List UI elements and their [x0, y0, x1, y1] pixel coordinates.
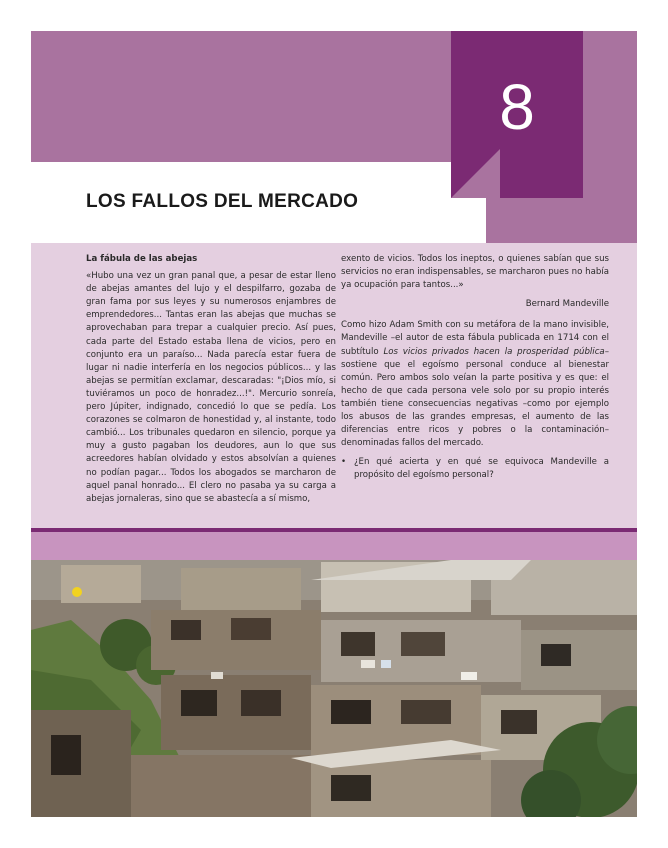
photo-band — [31, 532, 637, 560]
question-text: ¿En qué acierta y en qué se equivoca Mandeville a propósito del egoísmo personal? — [354, 457, 609, 481]
fable-heading: La fábula de las abejas — [86, 254, 198, 264]
slum-photo-illustration — [31, 560, 637, 817]
bullet-icon: • — [341, 457, 347, 468]
question-item — [341, 456, 609, 482]
slum-photo — [31, 560, 637, 817]
commentary-part2: – sostiene que el egoísmo personal conduce al bienestar común. Pero ambos solo veían la parte positiva y es que: el hecho de que cada persona vele solo por su propio interés también tiene consecuencias negativas –como por ejemplo los abusos de las grandes empresas, el aumento de las diferencias entre ricos y pobres o la contaminación– denominadas fallos del mercado. — [341, 346, 609, 449]
commentary-part1: Como hizo Adam Smith con su metáfora de la mano invisible, Mandeville –el autor de esta fábula publicada en 1714 con el subtítulo — [341, 320, 609, 357]
commentary-paragraph — [341, 319, 609, 450]
page — [31, 31, 637, 817]
chapter-tab-notch — [451, 149, 500, 198]
chapter-title: LOS FALLOS DEL MERCADO — [86, 191, 359, 212]
column-left — [86, 253, 336, 506]
book-subtitle: Los vicios privados hacen la prosperidad pública — [383, 346, 605, 357]
column-right — [341, 253, 609, 483]
chapter-number: 8 — [499, 71, 535, 143]
fable-quote-left: «Hubo una vez un gran panal que, a pesar de estar lleno de abejas amantes del lujo y el despilfarro, gozaba de gran fama por sus leyes y su numerosos enjambres de emprendedores... Tantas eran las abejas que muchas se aprovechaban para trepar a cualquier precio. Así pues, cada parte del Estado estaba llena de vicios, pero en conjunto era un paraíso... Nada parecía estar fuera de lugar ni nadie interfería en los negocios públicos... y las abejas se permitían exclamar, descaradas: "¡Dios mío, si tuviéramos un poco de honradez...!". Mercurio sonreía, pero Júpiter, indignado, concedió lo que se pedía. Los corazones se colmaron de honestidad y, al instante, todo cambió... Los tribunales quedaron en silencio, porque ya muy a gusto pagaban los deudores, aun lo que sus acreedores habían olvidado y estos absolvían a quienes no podían pagar... Todos los abogados se marcharon de aquel panal honrado... El clero no pasaba ya su carga a abejas jornaleras, sino que se abastecía a sí mismo, — [86, 271, 336, 504]
fable-quote-right: exento de vicios. Todos los ineptos, o quienes sabían que sus servicios no eran indispensables, se marcharon pues no había ya ocupación para tantos...» — [341, 254, 609, 291]
fable-author: Bernard Mandeville — [525, 299, 609, 310]
